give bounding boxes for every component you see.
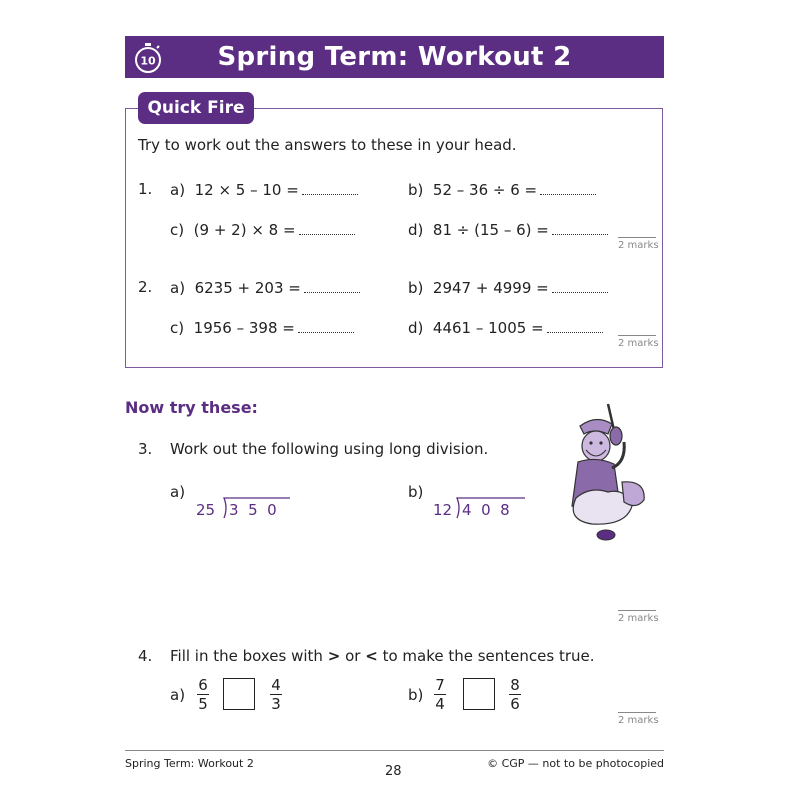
fraction: 6 5 <box>198 676 208 713</box>
q1b: b) 52 – 36 ÷ 6 = <box>408 180 596 199</box>
q4-text: Fill in the boxes with > or < to make the sentences true. <box>170 647 595 665</box>
answer-blank[interactable] <box>552 220 608 235</box>
quick-fire-tab: Quick Fire <box>138 92 254 124</box>
question-number: 2. <box>138 278 153 296</box>
footer-divider <box>125 750 664 751</box>
q2b: b) 2947 + 4999 = <box>408 278 608 297</box>
answer-blank[interactable] <box>299 220 355 235</box>
compare-box[interactable] <box>463 678 495 710</box>
marks-line <box>618 335 656 336</box>
answer-blank[interactable] <box>547 318 603 333</box>
q3a-divisor: 25 <box>196 501 216 519</box>
q3b-dividend: 4 0 8 <box>462 501 510 519</box>
q3a-label: a) <box>170 483 186 501</box>
section-heading: Now try these: <box>125 398 258 417</box>
q1a: a) 12 × 5 – 10 = <box>170 180 358 199</box>
answer-blank[interactable] <box>540 180 596 195</box>
timer-minutes: 10 <box>140 54 156 68</box>
q2a: a) 6235 + 203 = <box>170 278 360 297</box>
fraction: 7 4 <box>435 676 445 713</box>
fraction: 4 3 <box>271 676 281 713</box>
answer-blank[interactable] <box>304 278 360 293</box>
marks-line <box>618 237 656 238</box>
fraction: 8 6 <box>510 676 520 713</box>
quick-fire-instruction: Try to work out the answers to these in your head. <box>138 136 517 154</box>
question-number: 1. <box>138 180 153 198</box>
footer-left: Spring Term: Workout 2 <box>125 757 254 770</box>
q1-marks: 2 marks <box>618 240 659 251</box>
stopwatch-icon <box>132 42 164 74</box>
compare-box[interactable] <box>223 678 255 710</box>
q2c: c) 1956 – 398 = <box>170 318 354 337</box>
q1d: d) 81 ÷ (15 – 6) = <box>408 220 608 239</box>
q1c: c) (9 + 2) × 8 = <box>170 220 355 239</box>
q3b-divisor: 12 <box>433 501 453 519</box>
q4-marks: 2 marks <box>618 715 659 726</box>
q3b-label: b) <box>408 483 424 501</box>
q2-marks: 2 marks <box>618 338 659 349</box>
q3-text: Work out the following using long division. <box>170 440 489 458</box>
q3-marks: 2 marks <box>618 613 659 624</box>
marks-line <box>618 712 656 713</box>
page-title: Spring Term: Workout 2 <box>217 42 572 72</box>
footer-right: © CGP — not to be photocopied <box>487 757 664 770</box>
question-number: 3. <box>138 440 153 458</box>
q4a-label: a) <box>170 686 186 704</box>
q2d: d) 4461 – 1005 = <box>408 318 603 337</box>
q4b-label: b) <box>408 686 424 704</box>
answer-blank[interactable] <box>298 318 354 333</box>
q3a-dividend: 3 5 0 <box>229 501 277 519</box>
question-number: 4. <box>138 647 153 665</box>
marks-line <box>618 610 656 611</box>
answer-blank[interactable] <box>552 278 608 293</box>
answer-blank[interactable] <box>302 180 358 195</box>
character-illustration <box>556 402 656 542</box>
page-number: 28 <box>385 764 402 779</box>
